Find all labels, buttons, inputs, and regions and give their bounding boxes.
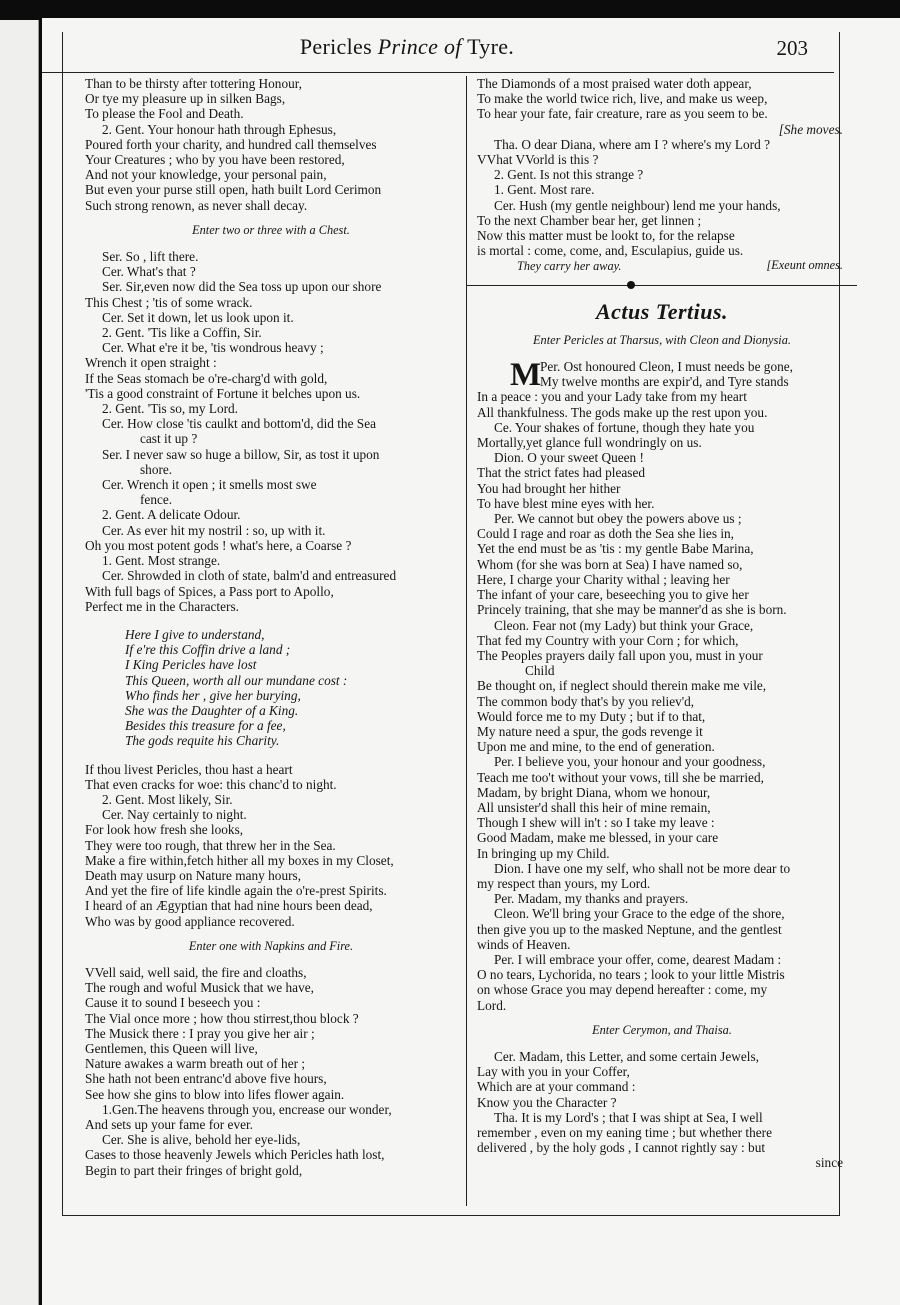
text-line: To please the Fool and Death. (85, 106, 244, 122)
stage-direction: They carry her away. (517, 259, 622, 274)
speech-line: Cer. Set it down, let us look upon it. (102, 309, 294, 325)
text-line: I heard of an Ægyptian that had nine hours been dead, (85, 898, 373, 914)
speech-line: Cer. What e're it be, 'tis wondrous heavy ; (102, 340, 324, 356)
continuation-line: fence. (140, 492, 173, 508)
text-line: Mortally,yet glance full wondringly on us. (477, 435, 702, 451)
speech-line: Per. We cannot but obey the powers above us ; (494, 511, 742, 527)
text-line: Poured forth your charity, and hundred call themselves (85, 136, 377, 152)
title-part: Pericles (299, 34, 378, 59)
text-line: winds of Heaven. (477, 936, 571, 952)
text-line: 'Tis a good constraint of Fortune it belches upon us. (85, 385, 361, 401)
text-line: See how she gins to blow into lifes flower again. (85, 1086, 345, 1102)
text-line: The Vial once more ; how thou stirrest,thou block ? (85, 1010, 359, 1026)
text-line: But even your purse still open, hath built Lord Cerimon (85, 182, 382, 198)
text-line: Could I rage and roar as doth the Sea she lies in, (477, 526, 735, 542)
speech-line: Per. I believe you, your honour and your goodness, (494, 754, 766, 770)
speech-line: 2. Gent. 'Tis so, my Lord. (102, 401, 238, 417)
speech-line: Ser. So , lift there. (102, 249, 199, 265)
speech-line: 2. Gent. Is not this strange ? (494, 167, 644, 183)
text-line: My nature need a spur, the gods revenge it (477, 723, 703, 739)
text-line: Wrench it open straight : (85, 355, 217, 371)
speech-line: Cer. Nay certainly to night. (102, 807, 247, 823)
page-number: 203 (776, 36, 808, 60)
speech-line: 2. Gent. A delicate Odour. (102, 507, 241, 523)
scroll-verse-line: The gods requite his Charity. (125, 733, 280, 749)
speech-line: Cer. Shrowded in cloth of state, balm'd and entreasured (102, 568, 397, 584)
scroll-verse-line: This Queen, worth all our mundane cost : (125, 672, 348, 688)
text-line: The common body that's by you reliev'd, (477, 693, 695, 709)
speech-line: Tha. O dear Diana, where am I ? where's my Lord ? (494, 136, 770, 152)
text-line: Though I shew will in't : so I take my leave : (477, 815, 715, 831)
scroll-verse-line: Who finds her , give her burying, (125, 687, 301, 703)
scroll-verse-line: Here I give to understand, (125, 626, 265, 642)
stage-direction: Enter one with Napkins and Fire. (188, 938, 354, 953)
speech-line: 2. Gent. Most likely, Sir. (102, 791, 233, 807)
text-line: In a peace : you and your Lady take from my heart (477, 389, 747, 405)
speech-line: Cer. She is alive, behold her eye-lids, (102, 1132, 301, 1148)
text-line: That fed my Country with your Corn ; for which, (477, 632, 739, 648)
right-column (466, 76, 847, 1206)
text-line: Your Creatures ; who by you have been restored, (85, 152, 345, 168)
text-line: To hear your fate, fair creature, rare as you seem to be. (477, 106, 768, 122)
text-line: Be thought on, if neglect should therein make me vile, (477, 678, 767, 694)
text-line: Gentlemen, this Queen will live, (85, 1040, 258, 1056)
text-line: My twelve months are expir'd, and Tyre stands (540, 374, 789, 390)
text-line: The Musick there : I pray you give her air ; (85, 1025, 315, 1041)
speech-line: Cer. As ever hit my nostril : so, up with it. (102, 522, 326, 538)
text-line: Cause it to sound I beseech you : (85, 995, 261, 1011)
text-line: Here, I charge your Charity withal ; leaving her (477, 571, 730, 587)
title-italic-part: Prince of (377, 34, 462, 59)
text-line: The rough and woful Musick that we have, (85, 980, 314, 996)
text-line: VVell said, well said, the fire and cloaths, (85, 964, 307, 980)
text-line: Death may usurp on Nature many hours, (85, 867, 302, 883)
scroll-verse-line: Besides this treasure for a fee, (125, 718, 286, 734)
text-line: You had brought her hither (477, 480, 621, 496)
text-line: To the next Chamber bear her, get linnen ; (477, 212, 702, 228)
right-column-top (477, 76, 847, 258)
speech-line: Cer. How close 'tis caulkt and bottom'd, did the Sea (102, 416, 377, 432)
speech-line: Cer. Hush (my gentle neighbour) lend me your hands, (494, 197, 781, 213)
text-line: Which are at your command : (477, 1079, 636, 1095)
act-divider (467, 285, 857, 286)
text-line: The Peoples prayers daily fall upon you, must in your (477, 647, 763, 663)
speech-line: 2. Gent. Your honour hath through Ephesus, (102, 121, 337, 137)
text-line: Who was by good appliance recovered. (85, 913, 295, 929)
text-line: Nature awakes a warm breath out of her ; (85, 1056, 306, 1072)
text-line: remember , even on my eaning time ; but whether there (477, 1125, 773, 1140)
text-line: In bringing up my Child. (477, 845, 610, 861)
speech-line: Cleon. We'll bring your Grace to the edge of the shore, (494, 906, 785, 922)
running-title (42, 34, 772, 60)
speech-line: Cer. Madam, this Letter, and some certain Jewels, (494, 1048, 759, 1064)
dropcap-block (477, 357, 847, 394)
continuation-line: cast it up ? (140, 431, 198, 447)
previous-page-edge (0, 20, 39, 1305)
text-line: Or tye my pleasure up in silken Bags, (85, 91, 286, 107)
text-line: Yet the end must be as 'tis : my gentle Babe Marina, (477, 541, 754, 557)
speech-line: 1.Gen.The heavens through you, encrease our wonder, (102, 1101, 392, 1117)
text-line: Madam, by bright Diana, whom we honour, (477, 784, 711, 800)
text-line: my respect than yours, my Lord. (477, 875, 651, 891)
scroll-verse-line: I King Pericles have lost (125, 657, 257, 673)
text-line-content: Per. Ost honoured Cleon, I must needs be gone, (540, 359, 793, 375)
text-line: That the strict fates had pleased (477, 465, 645, 481)
speech-line: 1. Gent. Most rare. (494, 182, 595, 198)
speech-line: Tha. It is my Lord's ; that I was shipt at Sea, I well (494, 1109, 763, 1125)
text-line: Good Madam, make me blessed, in your care (477, 830, 719, 846)
text-line: All thankfulness. The gods make up the rest upon you. (477, 404, 768, 420)
speech-line: Dion. I have one my self, who shall not be more dear to (494, 860, 791, 876)
text-line: Know you the Character ? (477, 1094, 617, 1110)
spacer (85, 749, 457, 762)
right-column-bottom (477, 389, 847, 1170)
scroll-verse-line: If e're this Coffin drive a land ; (125, 642, 291, 658)
left-column (85, 76, 457, 1178)
text-line: The infant of your care, beseeching you to give her (477, 587, 749, 603)
speech-line: Per. Madam, my thanks and prayers. (494, 891, 689, 907)
speech-line: Cer. What's that ? (102, 264, 196, 280)
act-heading: Actus Tertius. (595, 298, 729, 324)
right-aligned-line: [She moves. (778, 121, 843, 137)
text-line: She hath not been entranc'd above five hours, (85, 1071, 327, 1087)
text-line: Upon me and mine, to the end of generation. (477, 739, 715, 755)
text-line: Such strong renown, as never shall decay. (85, 197, 308, 213)
text-line: Oh you most potent gods ! what's here, a Coarse ? (85, 537, 352, 553)
text-line: All unsister'd shall this heir of mine remain, (477, 799, 711, 815)
stage-direction: Enter two or three with a Chest. (192, 222, 350, 237)
text-line: Whom (for she was born at Sea) I have named so, (477, 556, 743, 572)
running-header (42, 28, 834, 73)
ornament-dot (627, 281, 635, 289)
speech-line: 2. Gent. 'Tis like a Coffin, Sir. (102, 325, 262, 341)
speech-line: Ce. Your shakes of fortune, though they hate you (494, 419, 755, 435)
speech-line: Cleon. Fear not (my Lady) but think your Grace, (494, 617, 754, 633)
stage-direction: [Exeunt omnes. (766, 258, 843, 273)
text-line: VVhat VVorld is this ? (477, 152, 599, 168)
text-line: Make a fire within,fetch hither all my boxes in my Closet, (85, 852, 394, 868)
text-line: delivered , by the holy gods , I cannot rightly say : but (477, 1140, 766, 1156)
text-line: is mortal : come, come, and, Esculapius, guide us. (477, 243, 744, 259)
text-line: Would force me to my Duty ; but if to that, (477, 708, 706, 724)
spacer (85, 614, 457, 627)
text-line: Cases to those heavenly Jewels which Pericles hath lost, (85, 1147, 385, 1163)
speech-line: 1. Gent. Most strange. (102, 553, 221, 569)
text-line: And not your knowledge, your personal pain, (85, 167, 327, 183)
text-line: Lord. (477, 997, 507, 1013)
text-line: Princely training, that she may be manner'd as she is born. (477, 602, 787, 618)
book-page (42, 18, 900, 1305)
speech-line: Dion. O your sweet Queen ! (494, 450, 644, 466)
text-line: To make the world twice rich, live, and make us weep, (477, 91, 768, 107)
text-line: And yet the fire of life kindle again the o're-prest Spirits. (85, 883, 387, 899)
text-line: And sets up your fame for ever. (85, 1117, 254, 1132)
text-line: Begin to part their fringes of bright gold, (85, 1162, 303, 1178)
text-line: This Chest ; 'tis of some wrack. (85, 294, 253, 310)
speech-line: Ser. Sir,even now did the Sea toss up upon our shore (102, 279, 382, 295)
text-line: Lay with you in your Coffer, (477, 1064, 630, 1080)
title-part: Tyre. (461, 34, 515, 59)
text-line: Perfect me in the Characters. (85, 598, 239, 614)
text-line: For look how fresh she looks, (85, 822, 244, 838)
stage-direction: Enter Pericles at Tharsus, with Cleon and Dionysia. (533, 332, 791, 347)
stage-direction: Enter Cerymon, and Thaisa. (592, 1022, 732, 1037)
continuation-line: shore. (140, 461, 173, 477)
text-line: Teach me too't without your vows, till she be married, (477, 769, 764, 785)
text-line: That even cracks for woe: this chanc'd to night. (85, 776, 337, 792)
speech-line: Cer. Wrench it open ; it smells most swe (102, 477, 317, 493)
speech-line: Per. I will embrace your offer, come, dearest Madam : (494, 951, 782, 967)
exeunt-line (477, 258, 847, 274)
text-line: With full bags of Spices, a Pass port to Apollo, (85, 583, 334, 599)
text-line: on whose Grace you may depend hereafter : come, my (477, 982, 768, 998)
text-line: Now this matter must be lookt to, for the relapse (477, 228, 735, 244)
right-aligned-line: since (815, 1155, 843, 1171)
text-line: Than to be thirsty after tottering Honour, (85, 76, 302, 91)
continuation-line: Child (525, 663, 555, 679)
text-line: O no tears, Lychorida, no tears ; look to your little Mistris (477, 967, 785, 983)
text-line: They were too rough, that threw her in the Sea. (85, 837, 336, 853)
drop-cap-letter: M (510, 357, 542, 394)
text-line: The Diamonds of a most praised water doth appear, (477, 76, 752, 91)
text-line: then give you up to the masked Neptune, and the gentlest (477, 921, 782, 937)
text-line: If the Seas stomach be o're-charg'd with gold, (85, 370, 328, 386)
text-line: To have blest mine eyes with her. (477, 495, 655, 511)
scroll-verse-line: She was the Daughter of a King. (125, 702, 299, 718)
speech-line: Ser. I never saw so huge a billow, Sir, as tost it upon (102, 446, 380, 462)
text-line: If thou livest Pericles, thou hast a heart (85, 761, 293, 777)
